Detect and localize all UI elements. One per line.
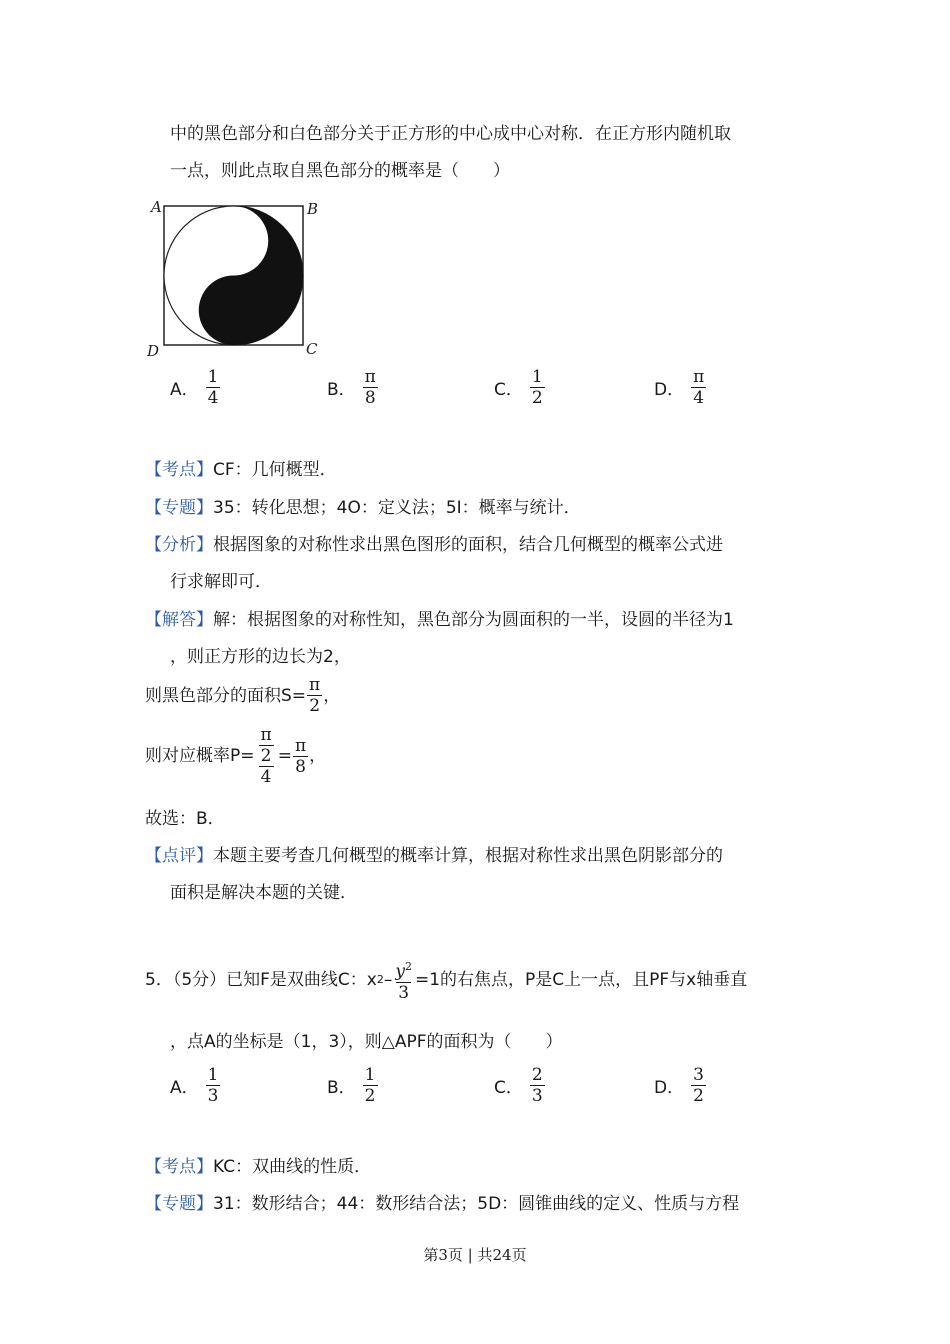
fraction: $\frac{y^2}{3}$ [395,960,412,1003]
q4-zhuanti: 【专题】35：转化思想；4O：定义法；5I：概率与统计． [145,498,581,518]
compound-fraction: $\frac{\frac{\pi}{2}}{4}$ [260,725,272,787]
q4-option-b: B． $\frac{\pi}{8}$ [327,367,376,408]
q4-option-d: D． $\frac{\pi}{4}$ [654,367,705,408]
q4-line2: 一点，则此点取自黑色部分的概率是（ ） [170,161,510,181]
vertex-A: A [151,198,162,216]
q5-zhuanti: 【专题】31：数形结合；44：数形结合法；5D：圆锥曲线的定义、性质与方程 [145,1194,740,1214]
q4-dianping-cont: 面积是解决本题的关键． [170,883,357,903]
q5-option-b: B． $\frac{1}{2}$ [327,1065,376,1106]
q5-kaodian: 【考点】KC：双曲线的性质． [145,1157,372,1177]
fraction: $\frac{1}{4}$ [207,367,219,408]
fraction: $\frac{1}{2}$ [531,367,543,408]
q4-answer: 故选：B． [145,809,225,829]
q4-area-line: 则黑色部分的面积S= $\frac{\pi}{2}$ ， [145,675,341,716]
q5-option-a: A． $\frac{1}{3}$ [170,1065,219,1106]
q4-option-c: C． $\frac{1}{2}$ [494,367,543,408]
fraction: $\frac{\pi}{4}$ [693,367,705,408]
page-footer: 第3页 | 共24页 [423,1246,527,1264]
fraction: $\frac{\pi}{8}$ [294,735,307,777]
yin-yang-figure [145,198,320,360]
fraction: $\frac{\pi}{2}$ [309,675,321,716]
q4-option-a: A． $\frac{1}{4}$ [170,367,219,408]
q4-fenxi: 【分析】根据图象的对称性求出黑色图形的面积，结合几何概型的概率公式进 [145,535,723,555]
fraction: $\frac{2}{3}$ [531,1065,543,1106]
white-dot [227,234,240,247]
fraction: $\frac{\pi}{8}$ [364,367,376,408]
q4-fenxi-cont: 行求解即可． [170,572,272,592]
q4-jieda-cont: ，则正方形的边长为2， [170,647,351,667]
vertex-D: D [147,342,160,360]
q4-kaodian: 【考点】CF：几何概型． [145,460,337,480]
q5-option-c: C． $\frac{2}{3}$ [494,1065,543,1106]
q4-jieda: 【解答】解：根据图象的对称性知，黑色部分为圆面积的一半，设圆的半径为1 [145,610,734,630]
q4-line1: 中的黑色部分和白色部分关于正方形的中心成中心对称．在正方形内随机取 [170,124,731,144]
q5-line2: ，点A的坐标是（1，3），则△APF的面积为（ ） [170,1032,563,1052]
fraction: $\frac{3}{2}$ [693,1065,704,1106]
q5-option-d: D． $\frac{3}{2}$ [654,1065,704,1106]
q4-dianping: 【点评】本题主要考查几何概型的概率计算，根据对称性求出黑色阴影部分的 [145,846,723,866]
fraction: $\frac{1}{2}$ [364,1065,376,1106]
q4-prob-line: 则对应概率P= $\frac{\frac{\pi}{2}}{4}$ = $\frac{\pi}{8}$ ， [145,725,327,787]
fraction: $\frac{1}{3}$ [207,1065,219,1106]
black-dot [227,304,240,317]
vertex-C: C [306,340,318,358]
vertex-B: B [307,200,319,218]
q5-line1: 5．（5分）已知F是双曲线C：x 2 – $\frac{y^2}{3}$ =1的右焦点，P是C上一点，且PF与x轴垂直 [145,960,748,1003]
